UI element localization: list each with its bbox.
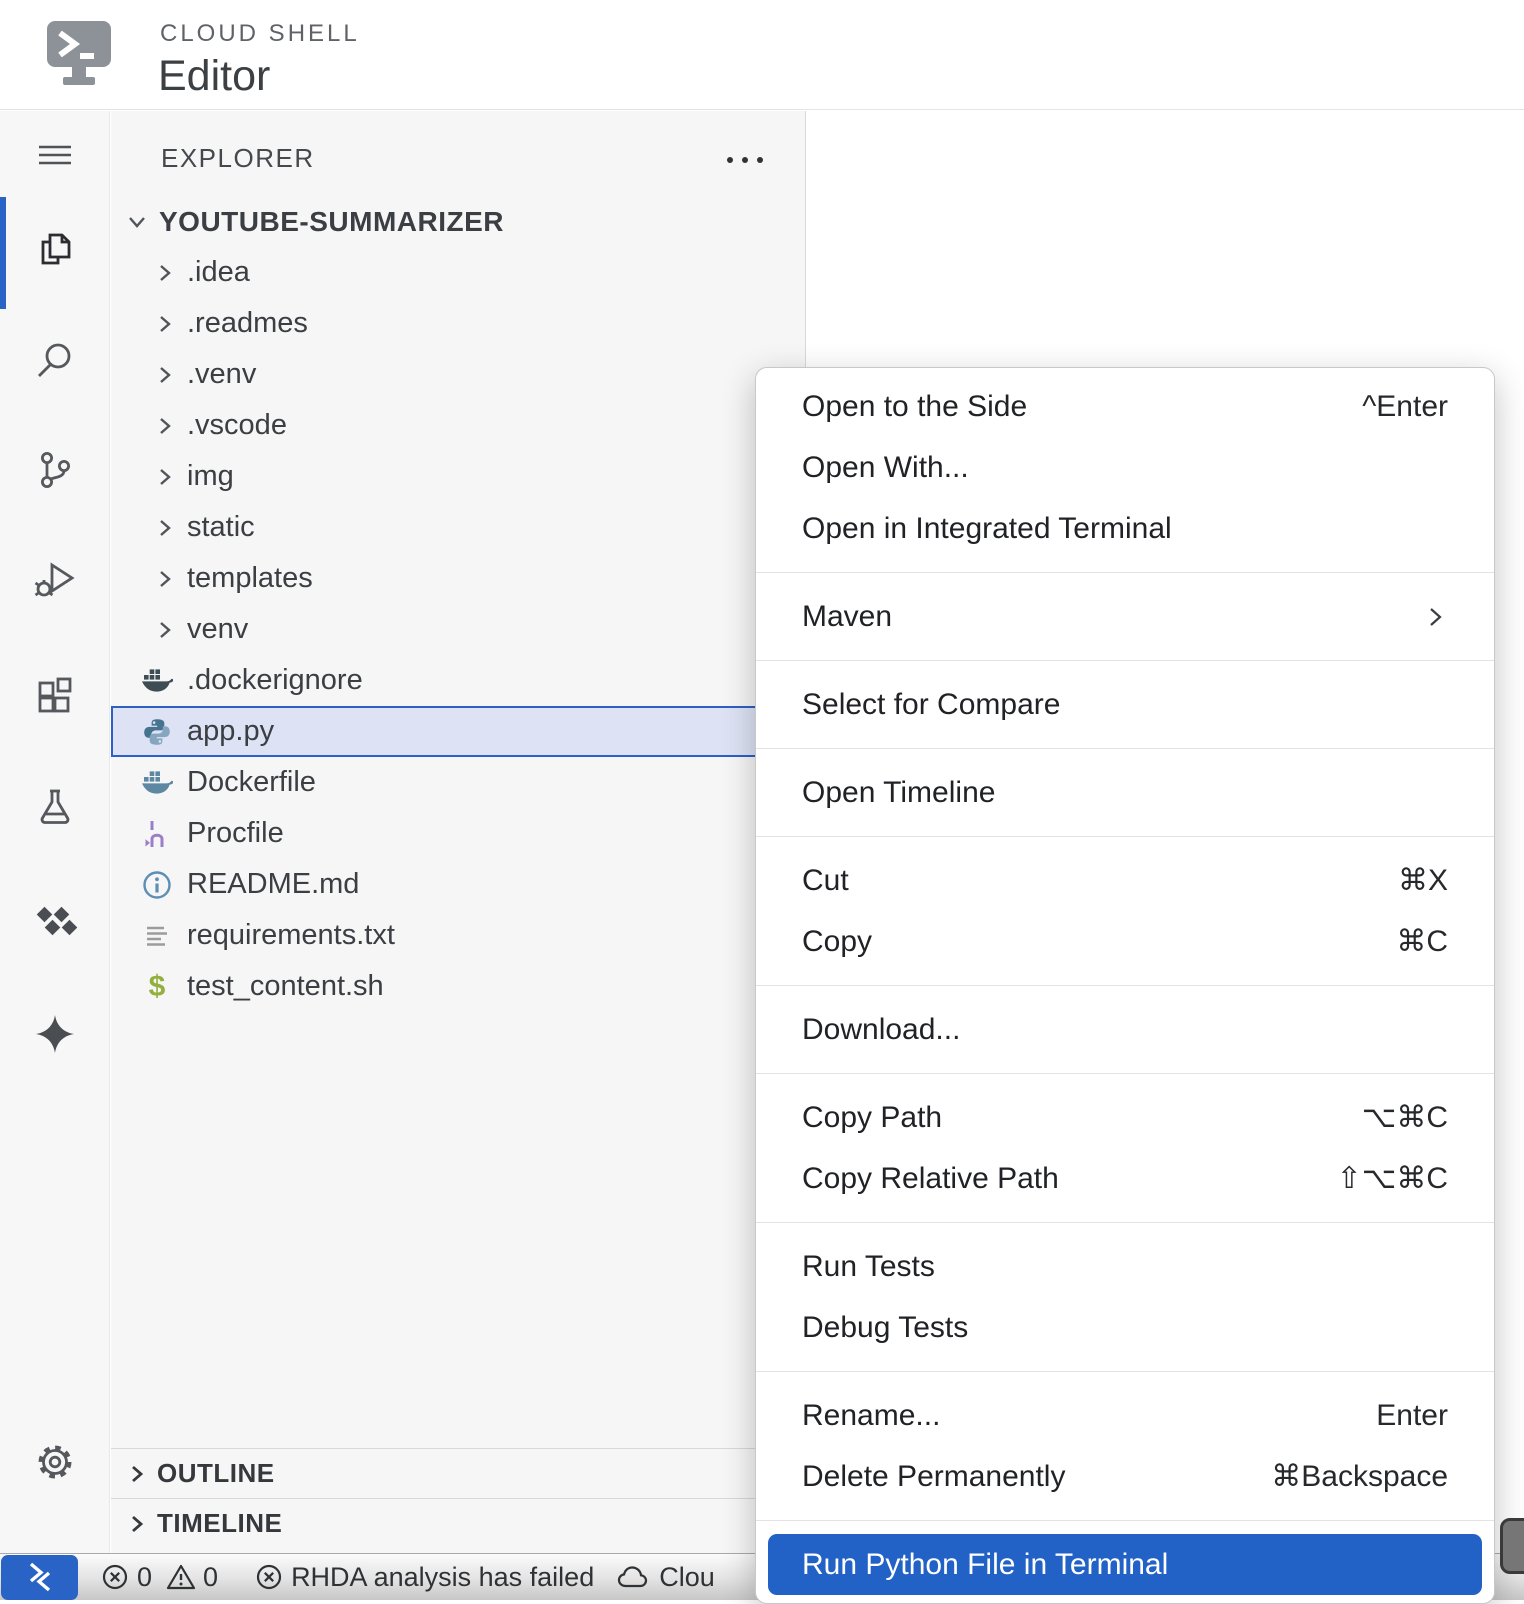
chevron-right-icon <box>151 514 179 542</box>
file-label: Procfile <box>187 817 284 849</box>
menu-item-label: Copy <box>802 924 873 958</box>
menu-separator <box>756 660 1494 661</box>
menu-item-label: Select for Compare <box>802 687 1061 721</box>
menu-item-open-timeline[interactable] <box>756 762 1494 823</box>
menu-item-copy-path[interactable] <box>756 1087 1494 1148</box>
app-header <box>0 0 1524 110</box>
docker-file-icon <box>141 665 173 697</box>
context-menu <box>755 367 1495 1604</box>
tree-folder-readmes[interactable] <box>111 298 805 349</box>
warning-count: 0 <box>203 1561 219 1592</box>
menu-item-label: Maven <box>802 599 893 633</box>
chevron-right-icon <box>151 259 179 287</box>
menu-item-label: Cut <box>802 863 849 897</box>
menu-item-label: Run Python File in Terminal <box>802 1547 1169 1581</box>
file-label: app.py <box>187 715 275 747</box>
menu-item-label: Rename... <box>802 1398 941 1432</box>
tree-file-readme-md[interactable] <box>111 859 805 910</box>
file-label: Dockerfile <box>187 766 316 798</box>
problems-indicator[interactable] <box>100 1562 232 1593</box>
tree-root-label: YOUTUBE-SUMMARIZER <box>159 205 504 237</box>
chevron-right-icon <box>151 310 179 338</box>
outline-label: OUTLINE <box>157 1458 275 1488</box>
file-tree <box>111 196 805 1012</box>
menu-item-open-with[interactable] <box>756 437 1494 498</box>
source-control-icon[interactable] <box>31 446 79 494</box>
tree-folder-templates[interactable] <box>111 553 805 604</box>
tree-file-requirements-txt[interactable] <box>111 910 805 961</box>
menu-item-label: Download... <box>802 1012 961 1046</box>
run-debug-icon[interactable] <box>31 556 79 604</box>
tree-folder-static[interactable] <box>111 502 805 553</box>
folder-label: .readmes <box>187 307 308 339</box>
page-title: Editor <box>158 52 271 100</box>
menu-item-label: Open in Integrated Terminal <box>802 511 1172 545</box>
chevron-right-icon <box>151 361 179 389</box>
cloud-code-diamonds-icon[interactable] <box>31 898 79 946</box>
file-label: .dockerignore <box>187 664 363 696</box>
explorer-panel <box>111 111 806 1553</box>
menu-item-shortcut: ⇧⌥⌘C <box>1336 1162 1448 1195</box>
menu-item-label: Run Tests <box>802 1249 935 1283</box>
outline-section-header[interactable] <box>111 1448 805 1498</box>
chevron-right-icon <box>151 565 179 593</box>
submenu-chevron-right-icon <box>1422 604 1448 630</box>
more-actions-icon[interactable] <box>723 147 769 173</box>
chevron-right-icon <box>151 463 179 491</box>
menu-item-shortcut: ⌘Backspace <box>1271 1460 1448 1493</box>
tree-folder-idea[interactable] <box>111 247 805 298</box>
file-label: requirements.txt <box>187 919 395 951</box>
menu-separator <box>756 1073 1494 1074</box>
file-label: test_content.sh <box>187 970 384 1002</box>
menu-separator <box>756 572 1494 573</box>
folder-label: .vscode <box>187 409 287 441</box>
chevron-right-icon <box>123 1460 151 1488</box>
menu-hamburger-icon[interactable] <box>31 131 79 179</box>
info-file-icon <box>141 869 173 901</box>
menu-item-copy-relative-path[interactable] <box>756 1148 1494 1209</box>
chevron-right-icon <box>151 412 179 440</box>
cloud-shell-logo-icon <box>44 18 114 92</box>
tree-file-procfile[interactable] <box>111 808 805 859</box>
menu-item-delete-permanently[interactable] <box>756 1446 1494 1507</box>
menu-item-label: Open to the Side <box>802 389 1028 423</box>
menu-item-shortcut: ⌘X <box>1397 864 1448 897</box>
chevron-right-icon <box>151 616 179 644</box>
menu-item-debug-tests[interactable] <box>756 1297 1494 1358</box>
shell-file-icon: $ <box>148 969 166 1003</box>
menu-item-label: Delete Permanently <box>802 1459 1066 1493</box>
cloud-code-status-item[interactable] <box>616 1562 715 1593</box>
folder-label: static <box>187 511 255 543</box>
docker-file-icon <box>141 767 173 799</box>
menu-item-copy[interactable] <box>756 911 1494 972</box>
rhda-status-text: RHDA analysis has failed <box>291 1561 595 1592</box>
tree-folder-img[interactable] <box>111 451 805 502</box>
python-file-icon <box>141 716 173 748</box>
menu-separator <box>756 1222 1494 1223</box>
remote-connection-icon <box>20 1557 60 1597</box>
menu-item-rename[interactable] <box>756 1385 1494 1446</box>
activity-bar <box>0 111 110 1553</box>
menu-item-select-for-compare[interactable] <box>756 674 1494 735</box>
menu-separator <box>756 1371 1494 1372</box>
chevron-right-icon <box>123 1510 151 1538</box>
warnings-icon <box>166 1562 196 1592</box>
menu-item-shortcut: ⌘C <box>1396 925 1448 958</box>
tree-file-dockerfile[interactable] <box>111 757 805 808</box>
tree-file-app-py[interactable] <box>111 706 805 757</box>
menu-item-cut[interactable] <box>756 850 1494 911</box>
menu-item-shortcut: Enter <box>1376 1398 1448 1432</box>
menu-item-shortcut: ^Enter <box>1362 389 1448 423</box>
menu-item-label: Open Timeline <box>802 775 996 809</box>
folder-label: venv <box>187 613 249 645</box>
folder-label: templates <box>187 562 313 594</box>
folder-label: .venv <box>187 358 257 390</box>
rhda-status-item[interactable] <box>254 1562 594 1593</box>
menu-item-label: Open With... <box>802 450 969 484</box>
chevron-down-icon <box>123 208 151 236</box>
remote-indicator-button[interactable] <box>1 1555 78 1600</box>
heroku-file-icon <box>141 818 173 850</box>
extensions-icon[interactable] <box>31 672 79 720</box>
menu-item-label: Debug Tests <box>802 1310 969 1344</box>
menu-item-run-tests[interactable] <box>756 1236 1494 1297</box>
product-eyebrow: CLOUD SHELL <box>160 20 360 47</box>
search-icon[interactable] <box>31 336 79 384</box>
gemini-sparkle-icon[interactable] <box>31 1010 79 1058</box>
menu-separator <box>756 836 1494 837</box>
cloud-icon <box>616 1562 652 1592</box>
tree-folder-venv[interactable] <box>111 604 805 655</box>
tree-file-dockerignore[interactable] <box>111 655 805 706</box>
cloud-status-text: Clou <box>659 1561 715 1592</box>
errors-icon <box>100 1562 130 1592</box>
folder-label: .idea <box>187 256 250 288</box>
scrollbar-thumb[interactable] <box>1500 1518 1524 1574</box>
menu-item-label: Copy Path <box>802 1100 943 1134</box>
error-count: 0 <box>137 1561 153 1592</box>
menu-item-open-to-the-side[interactable] <box>756 376 1494 437</box>
settings-gear-icon[interactable] <box>31 1438 79 1486</box>
folder-label: img <box>187 460 234 492</box>
timeline-label: TIMELINE <box>157 1508 283 1538</box>
text-file-icon <box>141 920 173 952</box>
explorer-icon[interactable] <box>31 228 79 276</box>
menu-item-label: Copy Relative Path <box>802 1161 1059 1195</box>
menu-item-shortcut: ⌥⌘C <box>1361 1101 1448 1134</box>
menu-item-download[interactable] <box>756 999 1494 1060</box>
tree-folder-venv-hidden[interactable] <box>111 349 805 400</box>
explorer-title: EXPLORER <box>161 143 315 173</box>
file-label: README.md <box>187 868 360 900</box>
tree-root-youtube-summarizer[interactable] <box>111 196 805 247</box>
menu-separator <box>756 748 1494 749</box>
menu-item-maven[interactable] <box>756 586 1494 647</box>
testing-beaker-icon[interactable] <box>31 784 79 832</box>
menu-separator <box>756 1520 1494 1521</box>
menu-separator <box>756 985 1494 986</box>
timeline-section-header[interactable] <box>111 1498 805 1548</box>
error-circle-icon <box>254 1562 284 1592</box>
tree-file-test-content-sh[interactable] <box>111 961 805 1012</box>
active-view-indicator <box>0 197 6 309</box>
tree-folder-vscode[interactable] <box>111 400 805 451</box>
menu-item-run-python-file-in-terminal[interactable] <box>768 1534 1482 1595</box>
menu-item-open-in-integrated-terminal[interactable] <box>756 498 1494 559</box>
